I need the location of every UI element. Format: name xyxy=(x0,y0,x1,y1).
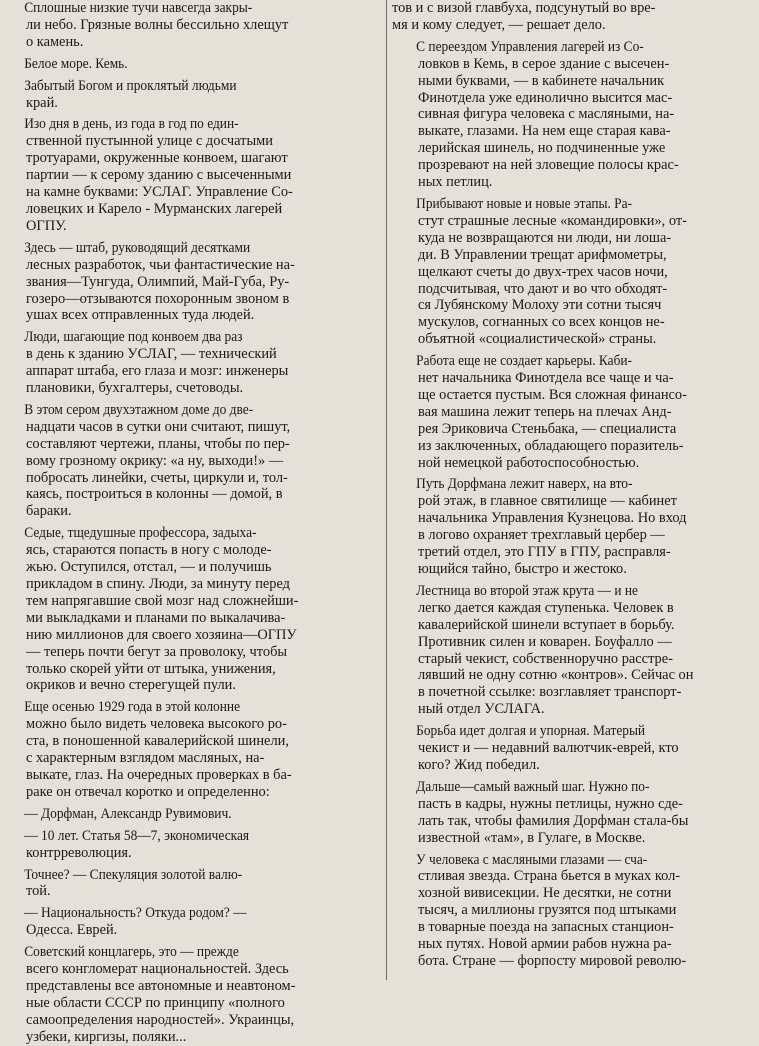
article-paragraph xyxy=(0,56,382,73)
text-line: — теперь почти бегут за проволоку, чтобы xyxy=(26,643,288,660)
text-line: щелкают счеты до двух-трех часов ночи, xyxy=(418,263,668,280)
text-line: хозной вивисекции. Не десятки, не сотни xyxy=(418,885,672,902)
text-line: партии — к серому зданию с высеченными xyxy=(26,167,292,184)
text-line: ми выкладками и планами по выкалачива- xyxy=(26,609,286,626)
article-paragraph xyxy=(0,402,382,520)
article-paragraph xyxy=(0,329,382,397)
text-line: узбеки, киргизы, поляки... xyxy=(26,1028,187,1045)
article-paragraph xyxy=(0,240,382,325)
text-line: бараки. xyxy=(26,503,72,520)
text-line: в товарные поезда на запасных станцион- xyxy=(418,919,674,936)
article-paragraph xyxy=(392,0,759,34)
text-line: вая машина лежит теперь на плечах Анд- xyxy=(418,403,672,420)
text-line: с характерным взглядом масляных, на- xyxy=(26,750,265,767)
text-line: ющийся тайно, быстро и жестоко. xyxy=(418,561,627,577)
text-line: подсчитывая, что дают и во что обходят- xyxy=(418,280,668,297)
text-line: ной немецкой работоспособностью. xyxy=(418,454,640,471)
text-line: плановики, бухгалтеры, счетоводы. xyxy=(26,380,244,397)
article-paragraph xyxy=(0,944,382,1045)
text-line: ственной пустынной улице с досчатыми xyxy=(26,133,273,150)
text-line: каясь, построиться в колонны — домой, в xyxy=(26,486,283,503)
text-line: ся Лубянскому Молоху эти сотни тысяч xyxy=(418,297,662,314)
text-line: той. xyxy=(26,883,51,900)
text-line: выкате, глаз. На очередных проверках в ба- xyxy=(26,766,292,783)
text-line: Финотдела уже единолично высится мас- xyxy=(418,89,673,106)
text-line: Борьба идет долгая и упорная. Матерый xyxy=(416,723,646,740)
article-paragraph xyxy=(0,0,382,51)
text-line: Точнее? — Спекуляция золотой валю- xyxy=(24,866,243,883)
text-line: легко дается каждая ступенька. Человек в xyxy=(418,599,674,616)
text-line: аппарат штаба, его глаза и мозг: инженеры xyxy=(26,363,289,380)
text-line: Изо дня в день, из года в год по един- xyxy=(24,116,239,133)
text-line: ловков в Кемь, в серое здание с высечен- xyxy=(418,55,670,72)
text-line: — Дорфман, Александр Рувимович. xyxy=(24,805,232,822)
text-line: ушах всех отправленных туда людей. xyxy=(26,307,255,324)
text-line: У человека с масляными глазами — сча- xyxy=(416,851,648,868)
text-line: в день к зданию УСЛАГ, — технический xyxy=(26,346,277,363)
text-line: в почетной ссылке: возглавляет транспорт- xyxy=(418,684,682,701)
text-line: ли небо. Грязные волны бессильно хлещут xyxy=(26,16,289,33)
text-line: побросать линейки, счеты, циркули и, тол- xyxy=(26,469,288,486)
text-line: составляют чертежи, планы, чтобы по пер- xyxy=(26,435,290,452)
article-paragraph xyxy=(392,196,759,348)
text-line: чекист и — недавний валютчик-еврей, кто xyxy=(418,740,679,757)
text-line: Советский концлагерь, это — прежде xyxy=(24,944,239,961)
text-line: о камень. xyxy=(26,33,84,50)
text-line: гозеро—отзываются похоронным звоном в xyxy=(26,290,290,307)
text-line: лявший не одну сотню «контров». Сейчас он xyxy=(418,667,694,684)
text-line: бота. Стране — форпосту мировой револю- xyxy=(418,952,687,969)
text-line: ОГПУ. xyxy=(26,217,67,234)
text-line: представлены все автономные и неавтоном- xyxy=(26,977,296,994)
article-paragraph xyxy=(0,806,382,823)
text-line: ных петлиц. xyxy=(418,174,493,191)
text-line: Прибывают новые и новые этапы. Ра- xyxy=(416,195,632,212)
text-line: рой этаж, в главное святилище — кабинет xyxy=(418,493,677,510)
text-line: жью. Оступился, отстал, — и получишь xyxy=(26,559,272,576)
text-line: в логово охраняет трехглавый цербер — xyxy=(418,527,665,544)
text-line: ловецких и Карело - Мурманских лагерей xyxy=(26,200,283,217)
text-line: самоопределения народностей». Украинцы, xyxy=(26,1011,295,1028)
text-line: В этом сером двухэтажном доме до две- xyxy=(24,401,254,418)
text-line: прозревают на ней зловещие полосы крас- xyxy=(418,157,679,174)
article-paragraph xyxy=(0,699,382,800)
article-paragraph xyxy=(0,78,382,112)
article-paragraph xyxy=(392,723,759,774)
article-paragraph xyxy=(392,779,759,847)
text-line: пасть в кадры, нужны петлицы, нужно сде- xyxy=(418,795,683,812)
article-paragraph xyxy=(0,525,382,694)
text-line: мя и кому следует, — решает дело. xyxy=(392,16,606,33)
text-line: лерийская шинель, но подчиненные уже xyxy=(418,140,666,157)
text-line: всего конгломерат национальностей. Здесь xyxy=(26,961,289,978)
text-line: ди. В Управлении трещат арифмометры, xyxy=(418,246,667,263)
text-line: лесных разработок, чьи фантастические на- xyxy=(26,256,295,273)
text-line: вому грозному окрику: «а ну, выходи!» — xyxy=(26,452,284,469)
text-line: тов и с визой главбуха, подсунутый во вре- xyxy=(392,0,656,16)
text-line: только скорей уйти от штыка, унижения, xyxy=(26,660,276,677)
text-line: стут страшные лесные «командировки», от- xyxy=(418,212,687,229)
text-line: можно было видеть человека высокого ро- xyxy=(26,716,287,733)
text-line: тротуарами, окруженные конвоем, шагают xyxy=(26,150,288,167)
text-line: объятной «социалистической» страны. xyxy=(418,331,657,348)
text-line: окриков и вечно стерегущей пули. xyxy=(26,677,236,694)
text-line: Люди, шагающие под конвоем два раз xyxy=(24,329,243,346)
article-paragraph xyxy=(392,852,759,970)
text-line: старый чекист, собственноручно расстре- xyxy=(418,650,673,667)
text-line: звания—Тунгуда, Олимпий, Май-Губа, Ру- xyxy=(26,273,290,290)
text-line: начальника Управления Кузнецова. Но вход xyxy=(418,510,687,527)
text-line: раке он отвечал коротко и определенно: xyxy=(26,783,270,800)
text-line: С переездом Управления лагерей из Со- xyxy=(416,38,644,55)
text-line: край. xyxy=(26,94,58,111)
text-line: ные области СССР по принципу «полного xyxy=(26,994,285,1011)
text-line: ными буквами, — в кабинете начальник xyxy=(418,72,665,89)
text-line: ных путях. Новой армии рабов нужна ра- xyxy=(418,936,672,953)
column-divider xyxy=(386,0,387,980)
text-line: — 10 лет. Статья 58—7, экономическая xyxy=(24,827,250,844)
text-line: из заключенных, обладающего поразитель- xyxy=(418,437,684,454)
text-line: Путь Дорфмана лежит наверх, на вто- xyxy=(416,476,633,493)
article-paragraph xyxy=(0,828,382,862)
text-line: куда не возвращаются ни люди, ни лоша- xyxy=(418,229,672,246)
text-line: сивная фигура человека с масляными, на- xyxy=(418,106,675,123)
text-line: Одесса. Еврей. xyxy=(26,922,118,939)
text-line: Белое море. Кемь. xyxy=(24,55,128,72)
text-line: ясь, стараются попасть в ногу с молоде- xyxy=(26,542,272,559)
text-line: Сплошные низкие тучи навсегда закры- xyxy=(24,0,253,16)
text-line: Работа еще не создает карьеры. Каби- xyxy=(416,353,632,370)
text-line: мускулов, согнанных со всех концов не- xyxy=(418,314,665,331)
text-line: Противник силен и коварен. Боуфалло — xyxy=(418,633,672,650)
text-line: Забытый Богом и проклятый людьми xyxy=(24,77,237,94)
text-line: ста, в поношенной кавалерийской шинели, xyxy=(26,733,289,750)
text-line: кавалерийской шинели вступает в борьбу. xyxy=(418,616,675,633)
text-line: Здесь — штаб, руководящий десятками xyxy=(24,239,251,256)
article-paragraph xyxy=(0,116,382,234)
text-line: — Национальность? Откуда родом? — xyxy=(24,905,247,922)
text-line: стливая звезда. Страна бьется в муках кол- xyxy=(418,868,681,885)
text-line: кого? Жид победил. xyxy=(418,756,540,773)
article-paragraph xyxy=(0,905,382,939)
text-line: тысяч, а миллионы грузятся под штыками xyxy=(418,902,677,919)
text-line: надцати часов в сутки они считают, пишут, xyxy=(26,418,291,435)
text-line: нет начальника Финотдела все чаще и ча- xyxy=(418,370,674,387)
text-line: известной «там», в Гулаге, в Москве. xyxy=(418,829,646,846)
text-line: выкате, глазами. На нем еще старая кава- xyxy=(418,123,671,140)
text-line: Лестница во второй этаж крута — и не xyxy=(416,582,638,599)
text-line: прикладом в спину. Люди, за минуту перед xyxy=(26,576,291,592)
article-paragraph xyxy=(392,353,759,471)
text-line: тем напрягавшие свой мозг над сложнейши- xyxy=(26,592,299,609)
text-line: Дальше—самый важный шаг. Нужно по- xyxy=(416,778,650,795)
text-line: Еще осенью 1929 года в этой колонне xyxy=(24,699,241,716)
text-line: лать так, чтобы фамилия Дорфман стала-бы xyxy=(418,812,689,829)
text-line: контрреволюция. xyxy=(26,844,132,861)
right-text-column xyxy=(392,0,759,980)
text-line: третий отдел, это ГПУ в ГПУ, расправля- xyxy=(418,544,671,561)
article-paragraph xyxy=(392,583,759,718)
article-paragraph xyxy=(392,476,759,577)
article-paragraph xyxy=(0,867,382,901)
text-line: Седые, тщедушные профессора, задыха- xyxy=(24,525,257,542)
text-line: рея Эриковича Стеньбака, — специалиста xyxy=(418,420,677,437)
article-paragraph xyxy=(392,39,759,191)
text-line: нию миллионов для своего хозяина—ОГПУ xyxy=(26,626,297,643)
text-line: ный отдел УСЛАГА. xyxy=(418,701,545,718)
text-line: ще остается пустым. Вся сложная финансо- xyxy=(418,386,687,403)
text-line: на камне буквами: УСЛАГ. Управление Со- xyxy=(26,184,293,201)
